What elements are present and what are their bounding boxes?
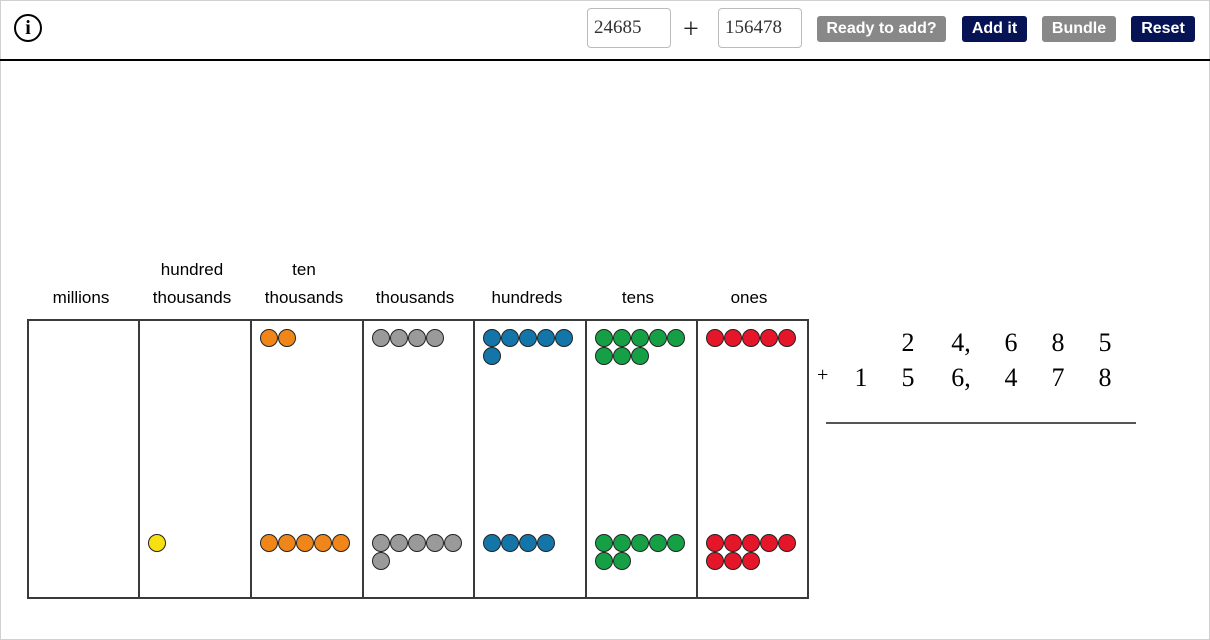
- tens-chip-top[interactable]: [631, 329, 649, 347]
- column-millions[interactable]: [27, 319, 140, 599]
- tens-chip-top[interactable]: [613, 329, 631, 347]
- addend-b-input[interactable]: [718, 8, 802, 48]
- reset-button[interactable]: Reset: [1131, 16, 1195, 42]
- tens-chip-top[interactable]: [595, 347, 613, 365]
- hundreds-chip-bottom[interactable]: [519, 534, 537, 552]
- tens-chip-top[interactable]: [595, 329, 613, 347]
- ones-chip-top[interactable]: [760, 329, 778, 347]
- ones-chip-bottom[interactable]: [742, 552, 760, 570]
- add-it-button[interactable]: Add it: [962, 16, 1027, 42]
- ones-chip-bottom[interactable]: [742, 534, 760, 552]
- sum-row1-thousands: 4,: [951, 328, 971, 357]
- tens-chip-bottom[interactable]: [595, 552, 613, 570]
- sum-row1-ten-thousands: 2: [901, 328, 915, 357]
- sum-row2-ten-thousands: 5: [901, 363, 915, 392]
- ones-chip-bottom[interactable]: [760, 534, 778, 552]
- info-icon[interactable]: i: [14, 14, 42, 42]
- tens-chip-bottom[interactable]: [631, 534, 649, 552]
- ones-chip-bottom[interactable]: [706, 534, 724, 552]
- hundreds-chip-bottom[interactable]: [537, 534, 555, 552]
- ones-chip-bottom[interactable]: [724, 552, 742, 570]
- thousands-chip-top[interactable]: [408, 329, 426, 347]
- ones-chip-top[interactable]: [778, 329, 796, 347]
- toolbar: [0, 0, 1210, 61]
- hundreds-chip-top[interactable]: [537, 329, 555, 347]
- thousands-chip-bottom[interactable]: [444, 534, 462, 552]
- hundreds-chip-top[interactable]: [483, 329, 501, 347]
- sum-operator: +: [817, 364, 829, 386]
- hundred-thousands-chip-bottom[interactable]: [148, 534, 166, 552]
- ready-to-add-button[interactable]: Ready to add?: [817, 16, 946, 42]
- ten-thousands-chip-bottom[interactable]: [278, 534, 296, 552]
- sum-line: [826, 422, 1136, 424]
- ones-chip-top[interactable]: [706, 329, 724, 347]
- sum-row2-ones: 8: [1098, 363, 1112, 392]
- tens-chip-top[interactable]: [631, 347, 649, 365]
- hundreds-chip-top[interactable]: [519, 329, 537, 347]
- column-hundred-thousands[interactable]: [138, 319, 252, 599]
- sum-row1-ones: 5: [1098, 328, 1112, 357]
- ten-thousands-chip-top[interactable]: [278, 329, 296, 347]
- column-label-hundreds: hundreds: [491, 288, 563, 307]
- hundreds-chip-bottom[interactable]: [501, 534, 519, 552]
- ones-chip-bottom[interactable]: [706, 552, 724, 570]
- addend-a-input[interactable]: [587, 8, 671, 48]
- ones-chip-top[interactable]: [742, 329, 760, 347]
- sum-row2-hundreds: 4: [1004, 363, 1018, 392]
- thousands-chip-bottom[interactable]: [426, 534, 444, 552]
- sum-row1-hundreds: 6: [1004, 328, 1018, 357]
- thousands-chip-bottom[interactable]: [408, 534, 426, 552]
- ones-chip-top[interactable]: [724, 329, 742, 347]
- column-label-millions: millions: [52, 288, 110, 307]
- sum-row2-hundred-thousands: 1: [854, 363, 868, 392]
- tens-chip-top[interactable]: [667, 329, 685, 347]
- column-label-tens: tens: [621, 288, 655, 307]
- hundreds-chip-top[interactable]: [555, 329, 573, 347]
- ten-thousands-chip-top[interactable]: [260, 329, 278, 347]
- tens-chip-bottom[interactable]: [613, 552, 631, 570]
- column-label-hundred-thousands-line1: hundred: [160, 260, 224, 279]
- plus-sign: +: [683, 14, 699, 45]
- tens-chip-bottom[interactable]: [613, 534, 631, 552]
- ten-thousands-chip-bottom[interactable]: [296, 534, 314, 552]
- column-label-hundred-thousands-line2: thousands: [152, 288, 232, 307]
- ten-thousands-chip-bottom[interactable]: [332, 534, 350, 552]
- column-label-ten-thousands-line1: ten: [292, 260, 316, 279]
- tens-chip-bottom[interactable]: [649, 534, 667, 552]
- sum-row2-thousands: 6,: [951, 363, 971, 392]
- column-label-thousands: thousands: [375, 288, 455, 307]
- ten-thousands-chip-bottom[interactable]: [260, 534, 278, 552]
- ones-chip-bottom[interactable]: [724, 534, 742, 552]
- bundle-button[interactable]: Bundle: [1042, 16, 1116, 42]
- hundreds-chip-bottom[interactable]: [483, 534, 501, 552]
- column-label-ten-thousands-line2: thousands: [264, 288, 344, 307]
- hundreds-chip-top[interactable]: [483, 347, 501, 365]
- thousands-chip-top[interactable]: [426, 329, 444, 347]
- thousands-chip-bottom[interactable]: [390, 534, 408, 552]
- thousands-chip-top[interactable]: [372, 329, 390, 347]
- column-label-ones: ones: [730, 288, 768, 307]
- thousands-chip-bottom[interactable]: [372, 552, 390, 570]
- column-ten-thousands[interactable]: [250, 319, 364, 599]
- sum-row2-tens: 7: [1051, 363, 1065, 392]
- thousands-chip-top[interactable]: [390, 329, 408, 347]
- tens-chip-bottom[interactable]: [595, 534, 613, 552]
- tens-chip-top[interactable]: [649, 329, 667, 347]
- tens-chip-bottom[interactable]: [667, 534, 685, 552]
- thousands-chip-bottom[interactable]: [372, 534, 390, 552]
- sum-row1-tens: 8: [1051, 328, 1065, 357]
- tens-chip-top[interactable]: [613, 347, 631, 365]
- ten-thousands-chip-bottom[interactable]: [314, 534, 332, 552]
- ones-chip-bottom[interactable]: [778, 534, 796, 552]
- hundreds-chip-top[interactable]: [501, 329, 519, 347]
